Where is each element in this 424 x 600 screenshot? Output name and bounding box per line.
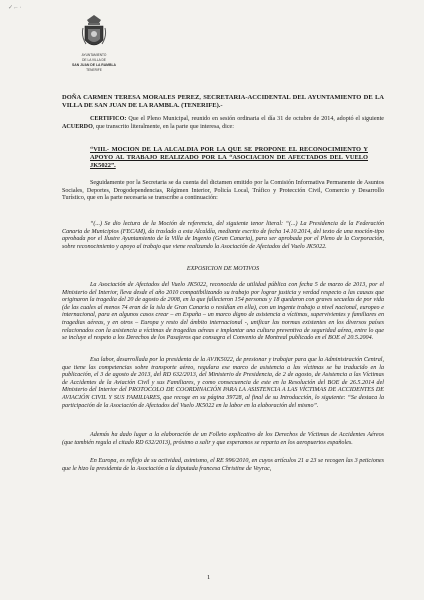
- quote-text-5: En Europa, es reflejo de su actividad, asimismo, el RE 996/2010, en cuyos artículos 21 a 23 se recogen las 3 peticiones que le hizo la presidenta de la Asociación a la diputada francesa Christine de Veyrac,: [62, 458, 384, 472]
- acuerdo-label: ACUERDO: [62, 123, 93, 130]
- quote-text-2: La Asociación de Afectados del Vuelo JK5022, reconocida de utilidad pública con fecha 5 de marzo de 2013, por el Ministerio del Interior, lleva desde el año 2010 compatibilizando su trabajo por lograr justicia y verdad respecto a las causas que originaron la tragedia del 20 de agosto de 2008, en la que fallecieron 154 personas y 18 quedaron con graves secuelas de por vida (de las cuales al menos 74 eran de la isla de Gran Canaria o residían en ella), con un ingente trabajo a nivel nacional, europeo e internacional, para en algunos casos crear – en España – un marco digno de asistencia a víctimas, supervivientes y familiares en tragedias aéreas, y en otros – Europa y resto del ámbito internacional -, unificar las normas existentes en los diversos países relacionados con la asistencia a víctimas de tragedias aéreas e implantar una cultura preventiva de seguridad aérea, entre lo que se incluye el respeto a los Derechos de los Pasajeros que consagra el Convenio de Montreal publicado en el BOE el 20.5.2004.: [62, 282, 384, 342]
- quote-text-1: “(...) Se dio lectura de la Moción de referencia, del siguiente tenor literal: “(...) La Presidencia de la Federación Canaria de Municipios (FECAM), da traslado a esta Alcaldía, mediante escrito de fecha 14.10.2014, del texto de una moción-tipo aprobada por el Ilustre Ayuntamiento de la Villa de Ingenio (Gran Canaria), para ser aprobada por el Pleno de la Corporación, sobre reconocimiento y apoyo al trabajo que viene realizando la Asociación de Afectados del Vuelo JK5022.: [62, 221, 384, 250]
- certification-paragraph: [62, 116, 384, 131]
- handwritten-mark: ✓ ⌐ ·: [8, 5, 22, 11]
- quote-paragraph-4: [62, 432, 384, 447]
- municipal-crest: [74, 14, 114, 72]
- quote-paragraph-5: [62, 458, 384, 473]
- quote-paragraph-2: [62, 282, 384, 343]
- crest-line-3: SAN JUAN DE LA RAMBLA: [72, 63, 116, 67]
- intro-paragraph: [62, 180, 384, 203]
- crest-line-4: TENERIFE: [86, 68, 102, 72]
- motion-title: “VIII.- MOCION DE LA ALCALDIA POR LA QUE SE PROPONE EL RECONOCIMIENTO Y APOYO AL TRABAJO REALIZADO POR LA “ASOCIACION DE AFECTADOS DEL VUELO JK5022”.: [90, 146, 368, 169]
- quote-text-4: Además ha dado lugar a la elaboración de un Folleto explicativo de los Derechos de Víctimas de Accidentes Aéreos (que también regula el citado RD 632/2013), próximo a salir y que esperamos se reparta en los aeropuertos españoles.: [62, 432, 384, 446]
- crest-line-1: AYUNTAMIENTO: [81, 53, 107, 57]
- quote-paragraph-1: [62, 221, 384, 251]
- coat-of-arms-icon: [81, 14, 107, 52]
- quote-paragraph-3: [62, 357, 384, 410]
- certifico-label: CERTIFICO:: [90, 116, 127, 122]
- cert-text-1: Que el Pleno Municipal, reunido en sesión ordinaria el día 31 de octubre de 2014, adoptó el siguiente: [126, 116, 384, 122]
- intro-text: Seguidamente por la Secretaria se da cuenta del dictamen emitido por la Comisión Informativa Permanente de Asuntos Sociales, Deportes, Drogodependencias, Régimen Interior, Policía Local, Tráfico y Protección Civil, Comercio y Desarrollo Turístico, que en la parte necesaria se transcribe a continuación:: [62, 180, 384, 202]
- exposition-title: EXPOSICION DE MOTIVOS: [186, 266, 260, 272]
- cert-text-2: , que transcrito literalmente, en la parte que interesa, dice:: [92, 123, 234, 130]
- crest-line-2: DE LA VILLA DE: [82, 58, 106, 62]
- quote-text-3: Esa labor, desarrollada por la presidenta de la AVJK5022, de presionar y trabajar para que la Administración Central, que tiene las competencias sobre transporte aéreo, regulara ese marco de asistencia a las víctimas se ha traducido en la publicación, el 3 de agosto de 2013, del RD 632/2013, del Ministerio de Presidencia, de 2 de agosto, de Asistencia a las Víctimas de Accidentes de la Aviación Civil y sus Familiares, y como consecuencia de este en la Resolución del BOE de 26.5.2014 del Ministerio del Interior del PROTOCOLO DE COORDINACIÓN PARA LA ASISTENCIA A LAS VÍCTIMAS DE ACCIDENTES DE AVIACIÓN CIVIL Y SUS FAMILIARES, que recoge en su página 39728, al final de su Introducción, lo siguiente: “Se destaca la participación de la Asociación de Afectados del Vuelo JK5022 en la labor en la elaboración del mismo”.: [62, 357, 384, 409]
- page-number: 1: [207, 574, 211, 581]
- document-header: DOÑA CARMEN TERESA MORALES PEREZ, SECRETARIA-ACCIDENTAL DEL AYUNTAMIENTO DE LA VILLA DE SAN JUAN DE LA RAMBLA. (TENERIFE).-: [62, 94, 384, 110]
